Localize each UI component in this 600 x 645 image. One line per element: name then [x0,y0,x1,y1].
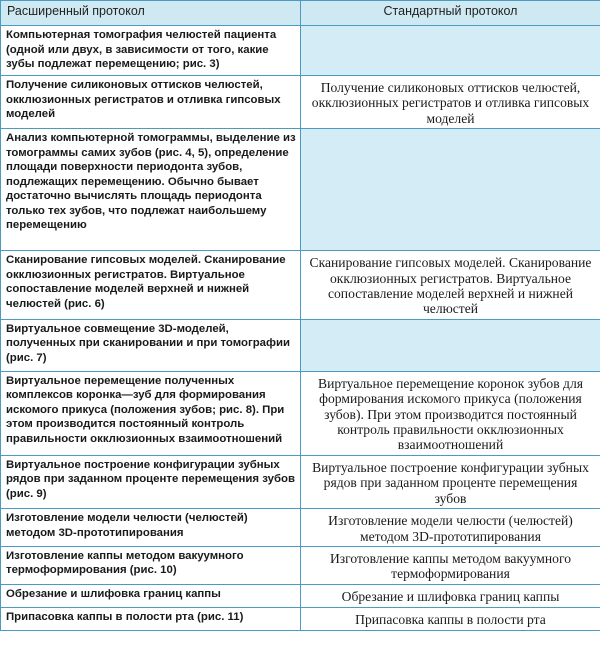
table-row [1,584,600,607]
standard-cell: Сканирование гипсовых моделей. Сканирование окклюзионных регистратов. Виртуальное сопоставление моделей верхней и нижней челюстей [301,251,600,320]
standard-cell: Обрезание и шлифовка границ каппы [301,584,600,607]
extended-cell: Виртуальное построение конфигурации зубных рядов при заданном проценте перемещения зубов (рис. 9) [1,455,301,508]
extended-cell: Изготовление каппы методом вакуумного термоформирования (рис. 10) [1,546,301,584]
table-header-row [1,1,600,26]
table-row [1,455,600,508]
table-row [1,371,600,455]
extended-cell: Компьютерная томография челюстей пациента (одной или двух, в зависимости от того, какие зубы подлежат перемещению; рис. 3) [1,26,301,76]
standard-cell: Изготовление каппы методом вакуумного термоформирования [301,546,600,584]
table-row [1,26,600,76]
standard-cell-empty [301,26,600,76]
table-row [1,251,600,320]
table-row [1,607,600,630]
standard-cell: Виртуальное перемещение коронок зубов для формирования искомого прикуса (положения зубов). При этом производится постоянный контроль правильности окклюзионных взаимоотношений [301,371,600,455]
extended-cell: Виртуальное перемещение полученных комплексов коронка—зуб для формирования искомого прикуса (положения зубов; рис. 8). При этом производится постоянный контроль правильности окклюзионных взаимоотношений [1,371,301,455]
table-row [1,76,600,129]
standard-cell: Виртуальное построение конфигурации зубных рядов при заданном проценте перемещения зубов [301,455,600,508]
standard-protocol-header: Стандартный протокол [301,1,600,26]
extended-cell: Виртуальное совмещение 3D-моделей, полученных при сканировании и при томографии (рис. 7) [1,319,301,371]
standard-cell-empty [301,319,600,371]
extended-cell: Припасовка каппы в полости рта (рис. 11) [1,607,301,630]
table-row [1,509,600,547]
extended-cell: Обрезание и шлифовка границ каппы [1,584,301,607]
extended-cell: Получение силиконовых оттисков челюстей, окклюзионных регистратов и отливка гипсовых моделей [1,76,301,129]
table-row [1,319,600,371]
standard-cell: Припасовка каппы в полости рта [301,607,600,630]
extended-cell: Сканирование гипсовых моделей. Сканирование окклюзионных регистратов. Виртуальное сопоставление моделей верхней и нижней челюстей (рис. 6) [1,251,301,320]
table-row [1,546,600,584]
table-row [1,129,600,251]
extended-protocol-header: Расширенный протокол [1,1,301,26]
extended-cell: Изготовление модели челюсти (челюстей) методом 3D-прототипирования [1,509,301,547]
standard-cell: Изготовление модели челюсти (челюстей) методом 3D-прототипирования [301,509,600,547]
extended-cell: Анализ компьютерной томограммы, выделение из томограммы самих зубов (рис. 4, 5), определение площади поверхности периодонта зубов, подлежащих перемещению. Обычно бывает достаточно вычислять площадь периодонта только тех зубов, что подлежат наибольшему перемещению [1,129,301,251]
standard-cell: Получение силиконовых оттисков челюстей, окклюзионных регистратов и отливка гипсовых моделей [301,76,600,129]
standard-cell-empty [301,129,600,251]
